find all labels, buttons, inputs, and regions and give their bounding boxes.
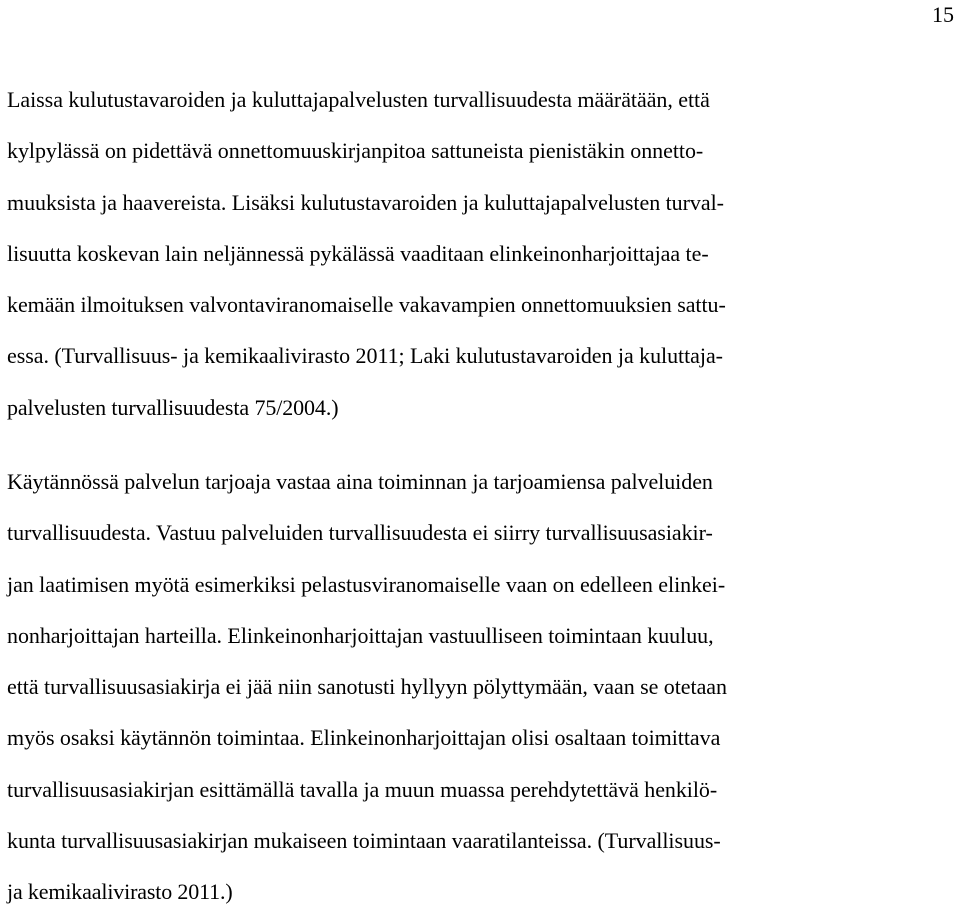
text-line: kemään ilmoituksen valvontaviranomaiselle vakavampien onnettomuuksien sattu- — [7, 292, 726, 318]
paragraph-accident-records — [7, 74, 957, 433]
text-line: Käytännössä palvelun tarjoaja vastaa aina toiminnan ja tarjoamiensa palveluiden — [7, 469, 713, 494]
text-line: muuksista ja haavereista. Lisäksi kulutustavaroiden ja kuluttajapalvelusten turval- — [7, 189, 724, 215]
text-line: että turvallisuusasiakirja ei jää niin sanotusti hyllyyn pölyttymään, vaan se otetaan — [7, 674, 727, 700]
text-line: kunta turvallisuusasiakirjan mukaiseen toimintaan vaaratilanteissa. (Turvallisuus- — [7, 828, 721, 854]
text-line: palvelusten turvallisuudesta 75/2004.) — [7, 394, 339, 420]
page-number: 15 — [932, 2, 954, 27]
text-line: myös osaksi käytännön toimintaa. Elinkeinonharjoittajan olisi osaltaan toimittava — [7, 725, 721, 751]
text-line: essa. (Turvallisuus- ja kemikaalivirasto 2011; Laki kulutustavaroiden ja kuluttaja- — [7, 343, 723, 369]
text-line: jan laatimisen myötä esimerkiksi pelastusviranomaiselle vaan on edelleen elinkei- — [7, 571, 726, 597]
text-line: nonharjoittajan harteilla. Elinkeinonharjoittajan vastuulliseen toimintaan kuuluu, — [7, 622, 714, 648]
text-line: Laissa kulutustavaroiden ja kuluttajapalvelusten turvallisuudesta määrätään, että — [7, 87, 710, 112]
text-line: lisuutta koskevan lain neljännessä pykälässä vaaditaan elinkeinonharjoittajaa te- — [7, 240, 709, 266]
text-line: turvallisuusasiakirjan esittämällä tavalla ja muun muassa perehdytettävä henkilö- — [7, 776, 718, 802]
text-line: ja kemikaalivirasto 2011.) — [7, 879, 233, 905]
text-line: turvallisuudesta. Vastuu palveluiden turvallisuudesta ei siirry turvallisuusasiakir- — [7, 520, 713, 546]
paragraph-service-provider-responsibility — [7, 456, 957, 918]
text-line: kylpylässä on pidettävä onnettomuuskirjanpitoa sattuneista pienistäkin onnetto- — [7, 138, 704, 164]
